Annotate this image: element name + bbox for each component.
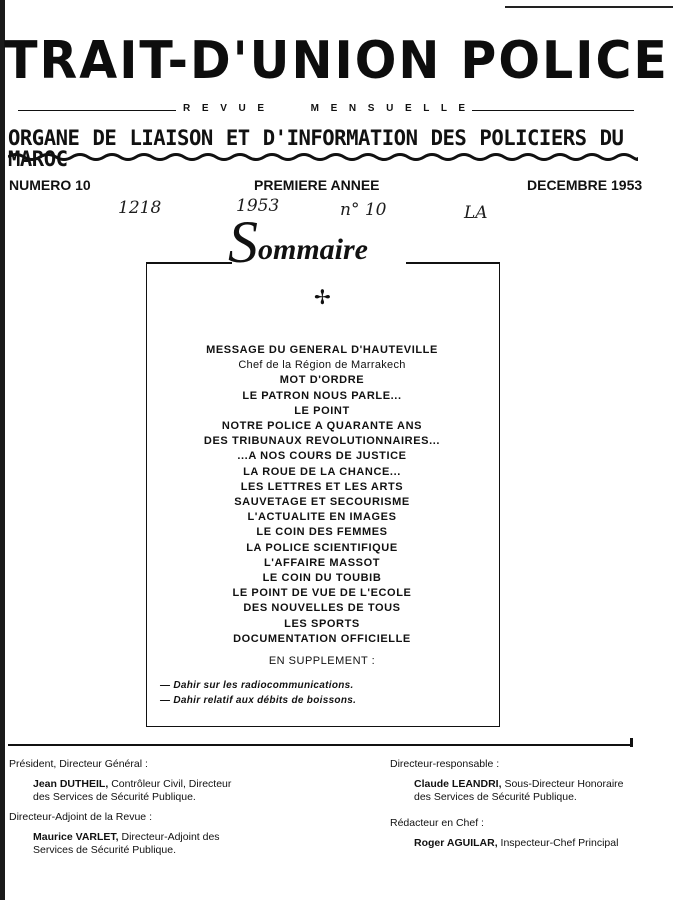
adjoint-title: Directeur-Adjoint des — [121, 831, 220, 843]
president-title-cont: des Services de Sécurité Publique. — [33, 791, 196, 803]
redacteur-title: Inspecteur-Chef Principal — [500, 837, 619, 849]
responsable-entry — [390, 778, 650, 791]
table-of-contents — [172, 343, 472, 647]
president-label: Président, Directeur Général : — [9, 758, 148, 770]
adjoint-label: Directeur-Adjoint de la Revue : — [9, 811, 152, 823]
adjoint-entry — [9, 831, 299, 844]
scan-edge — [0, 0, 5, 900]
redacteur-entry — [390, 837, 650, 850]
toc-item: LE POINT — [294, 404, 350, 417]
subtitle-rule-right — [472, 110, 634, 111]
handwritten-note: LA — [464, 203, 488, 223]
toc-item: MESSAGE DU GENERAL D'HAUTEVILLE — [206, 344, 438, 356]
toc-item: LES SPORTS — [284, 617, 360, 630]
president-title: Contrôleur Civil, Directeur — [111, 778, 232, 790]
handwritten-note: 1953 — [236, 196, 280, 216]
toc-item: NOTRE POLICE A QUARANTE ANS — [221, 420, 423, 433]
toc-item: DES TRIBUNAUX REVOLUTIONNAIRES... — [203, 435, 441, 448]
wavy-rule — [8, 150, 638, 164]
responsable-name: Claude LEANDRI, — [414, 778, 502, 790]
supplement-label: EN SUPPLEMENT : — [268, 655, 376, 667]
toc-item: DES NOUVELLES DE TOUS — [243, 602, 401, 615]
president-entry — [9, 778, 299, 791]
credits-left — [9, 758, 299, 857]
toc-item: LE COIN DU TOUBIB — [262, 572, 382, 585]
ornament-icon: ✢ — [314, 285, 331, 309]
masthead-subtitle: R E V U E M E N S U E L L E — [183, 103, 466, 114]
sommaire-title: Sommaire — [228, 209, 368, 275]
issue-date: DECEMBRE 1953 — [527, 177, 643, 193]
redacteur-label: Rédacteur en Chef : — [390, 817, 484, 829]
toc-item: SAUVETAGE ET SECOURISME — [234, 496, 410, 509]
responsable-title-cont: des Services de Sécurité Publique. — [414, 791, 577, 803]
toc-item: LE PATRON NOUS PARLE... — [242, 389, 402, 402]
toc-item: LE POINT DE VUE DE L'ECOLE — [232, 587, 412, 600]
toc-item: LA POLICE SCIENTIFIQUE — [246, 541, 398, 554]
credits-right — [390, 758, 650, 850]
toc-item: DOCUMENTATION OFFICIELLE — [233, 632, 411, 645]
footer-rule — [8, 744, 633, 746]
toc-item: L'AFFAIRE MASSOT — [263, 556, 381, 569]
issue-number: NUMERO 10 — [9, 177, 91, 193]
handwritten-note: n° 10 — [340, 200, 387, 220]
toc-item: LES LETTRES ET LES ARTS — [240, 480, 404, 493]
adjoint-title-cont: Services de Sécurité Publique. — [33, 844, 176, 856]
toc-item: ...A NOS COURS DE JUSTICE — [237, 450, 407, 463]
adjoint-name: Maurice VARLET, — [33, 831, 119, 843]
supplement-item: — Dahir relatif aux débits de boissons. — [160, 695, 357, 706]
subtitle-rule-left — [18, 110, 176, 111]
handwritten-note: 1218 — [118, 198, 162, 218]
toc-item: L'ACTUALITE EN IMAGES — [247, 511, 397, 524]
responsable-label: Directeur-responsable : — [390, 758, 500, 770]
masthead-tagline: ORGANE DE LIAISON ET D'INFORMATION DES POLICIERS DU MAROC — [8, 126, 624, 171]
masthead-title: TRAIT-D'UNION POLICE — [4, 30, 669, 91]
toc-item: LE COIN DES FEMMES — [256, 526, 388, 539]
responsable-title: Sous-Directeur Honoraire — [504, 778, 624, 790]
footer-rule-end — [630, 738, 633, 747]
top-rule — [505, 6, 673, 8]
redacteur-name: Roger AGUILAR, — [414, 837, 498, 849]
toc-item-subtitle: Chef de la Région de Marrakech — [238, 359, 406, 372]
issue-year: PREMIERE ANNEE — [254, 177, 380, 193]
toc-item: LA ROUE DE LA CHANCE... — [243, 465, 401, 478]
toc-item: MOT D'ORDRE — [279, 374, 365, 387]
supplement-item: — Dahir sur les radiocommunications. — [160, 680, 354, 691]
president-name: Jean DUTHEIL, — [33, 778, 109, 790]
